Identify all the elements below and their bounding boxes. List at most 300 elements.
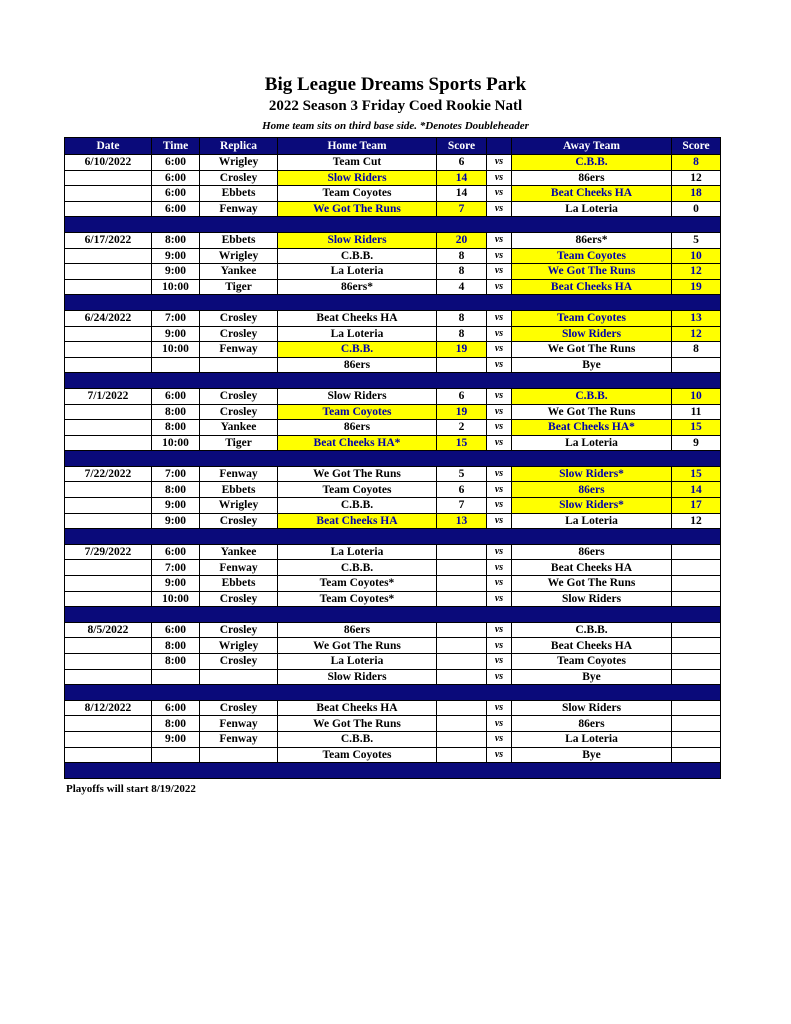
game-date (65, 357, 152, 373)
home-score: 15 (437, 435, 487, 451)
vs-label: vs (487, 466, 512, 482)
game-time: 7:00 (152, 560, 200, 576)
schedule-table (64, 137, 721, 779)
table-row (65, 201, 721, 217)
home-team: C.B.B. (278, 248, 437, 264)
table-row (65, 560, 721, 576)
game-time: 9:00 (152, 326, 200, 342)
home-team: Team Coyotes (278, 747, 437, 763)
away-team: 86ers (512, 482, 672, 498)
away-team: Team Coyotes (512, 310, 672, 326)
home-score (437, 669, 487, 685)
vs-label: vs (487, 357, 512, 373)
game-date: 7/1/2022 (65, 388, 152, 404)
away-team: Slow Riders* (512, 466, 672, 482)
table-row (65, 576, 721, 592)
game-date (65, 731, 152, 747)
home-score (437, 576, 487, 592)
home-score: 6 (437, 388, 487, 404)
game-date (65, 716, 152, 732)
game-date (65, 201, 152, 217)
game-date (65, 342, 152, 358)
away-team: Bye (512, 357, 672, 373)
home-team: La Loteria (278, 544, 437, 560)
away-team: Bye (512, 747, 672, 763)
vs-label: vs (487, 201, 512, 217)
away-team: 86ers (512, 170, 672, 186)
game-date (65, 248, 152, 264)
column-header-replica: Replica (200, 138, 278, 155)
home-team: Team Cut (278, 155, 437, 171)
game-field: Crosley (200, 310, 278, 326)
home-team: Team Coyotes (278, 404, 437, 420)
home-team: Team Coyotes (278, 186, 437, 202)
table-row (65, 232, 721, 248)
table-row (65, 170, 721, 186)
game-date: 7/29/2022 (65, 544, 152, 560)
week-separator (65, 685, 721, 701)
table-row (65, 638, 721, 654)
home-score: 6 (437, 155, 487, 171)
home-score: 4 (437, 279, 487, 295)
away-score: 12 (672, 170, 721, 186)
table-row (65, 498, 721, 514)
game-field: Wrigley (200, 638, 278, 654)
game-time: 8:00 (152, 654, 200, 670)
game-date (65, 638, 152, 654)
week-separator-cell (65, 373, 721, 389)
table-row (65, 700, 721, 716)
away-team: La Loteria (512, 201, 672, 217)
table-row (65, 326, 721, 342)
home-score (437, 591, 487, 607)
week-separator (65, 295, 721, 311)
away-score: 18 (672, 186, 721, 202)
away-score: 10 (672, 248, 721, 264)
home-score: 2 (437, 420, 487, 436)
vs-label: vs (487, 248, 512, 264)
vs-label: vs (487, 388, 512, 404)
game-time (152, 669, 200, 685)
game-field: Crosley (200, 622, 278, 638)
home-team: Beat Cheeks HA (278, 513, 437, 529)
table-row (65, 482, 721, 498)
game-field: Fenway (200, 201, 278, 217)
away-team: Beat Cheeks HA* (512, 420, 672, 436)
home-score: 5 (437, 466, 487, 482)
game-date (65, 435, 152, 451)
home-team: C.B.B. (278, 560, 437, 576)
game-time: 9:00 (152, 248, 200, 264)
away-team: Slow Riders (512, 326, 672, 342)
away-team: C.B.B. (512, 155, 672, 171)
home-team: Slow Riders (278, 232, 437, 248)
game-field: Yankee (200, 544, 278, 560)
away-score: 15 (672, 420, 721, 436)
week-separator (65, 763, 721, 779)
away-score (672, 654, 721, 670)
away-score (672, 716, 721, 732)
game-date (65, 326, 152, 342)
vs-label: vs (487, 498, 512, 514)
game-field: Ebbets (200, 482, 278, 498)
vs-label: vs (487, 326, 512, 342)
game-date (65, 279, 152, 295)
home-score: 14 (437, 170, 487, 186)
table-row (65, 404, 721, 420)
game-date (65, 669, 152, 685)
away-score (672, 731, 721, 747)
home-team: La Loteria (278, 264, 437, 280)
vs-label: vs (487, 731, 512, 747)
home-score: 8 (437, 248, 487, 264)
game-time: 6:00 (152, 170, 200, 186)
game-date (65, 482, 152, 498)
home-team: We Got The Runs (278, 716, 437, 732)
table-row (65, 248, 721, 264)
game-date: 8/12/2022 (65, 700, 152, 716)
game-field: Crosley (200, 591, 278, 607)
away-team: We Got The Runs (512, 342, 672, 358)
away-score: 5 (672, 232, 721, 248)
week-separator-cell (65, 451, 721, 467)
game-field: Yankee (200, 420, 278, 436)
column-header-time: Time (152, 138, 200, 155)
away-team: La Loteria (512, 731, 672, 747)
home-team: C.B.B. (278, 731, 437, 747)
table-row (65, 669, 721, 685)
schedule-note: Home team sits on third base side. *Denotes Doubleheader (262, 120, 529, 132)
table-row (65, 186, 721, 202)
game-field: Ebbets (200, 232, 278, 248)
away-team: Slow Riders (512, 700, 672, 716)
game-time: 8:00 (152, 404, 200, 420)
game-time: 9:00 (152, 513, 200, 529)
away-score (672, 747, 721, 763)
game-time: 10:00 (152, 435, 200, 451)
game-time (152, 357, 200, 373)
home-team: 86ers (278, 420, 437, 436)
vs-label: vs (487, 513, 512, 529)
game-date: 7/22/2022 (65, 466, 152, 482)
home-team: Beat Cheeks HA (278, 700, 437, 716)
home-score: 8 (437, 264, 487, 280)
vs-label: vs (487, 342, 512, 358)
table-row (65, 622, 721, 638)
table-row (65, 513, 721, 529)
home-team: La Loteria (278, 326, 437, 342)
game-time: 6:00 (152, 186, 200, 202)
vs-label: vs (487, 560, 512, 576)
away-team: Team Coyotes (512, 654, 672, 670)
table-row (65, 466, 721, 482)
away-team: Beat Cheeks HA (512, 560, 672, 576)
table-row (65, 155, 721, 171)
home-team: La Loteria (278, 654, 437, 670)
away-team: 86ers* (512, 232, 672, 248)
table-row (65, 420, 721, 436)
vs-label: vs (487, 264, 512, 280)
game-field: Ebbets (200, 576, 278, 592)
home-team: Beat Cheeks HA* (278, 435, 437, 451)
home-score (437, 544, 487, 560)
away-score: 19 (672, 279, 721, 295)
week-separator-cell (65, 529, 721, 545)
game-date: 6/17/2022 (65, 232, 152, 248)
home-score (437, 654, 487, 670)
game-field: Crosley (200, 326, 278, 342)
week-separator (65, 373, 721, 389)
week-separator-cell (65, 763, 721, 779)
home-score (437, 622, 487, 638)
game-date (65, 576, 152, 592)
column-header-vs (487, 138, 512, 155)
column-header-home-score: Score (437, 138, 487, 155)
away-team: 86ers (512, 716, 672, 732)
away-score: 11 (672, 404, 721, 420)
away-team: La Loteria (512, 513, 672, 529)
game-time: 6:00 (152, 700, 200, 716)
game-time: 9:00 (152, 498, 200, 514)
game-field: Fenway (200, 560, 278, 576)
home-score: 19 (437, 404, 487, 420)
game-field (200, 669, 278, 685)
game-field: Fenway (200, 716, 278, 732)
game-field (200, 747, 278, 763)
game-time: 7:00 (152, 310, 200, 326)
page-subtitle: 2022 Season 3 Friday Coed Rookie Natl (268, 98, 523, 114)
game-time: 10:00 (152, 591, 200, 607)
away-score: 0 (672, 201, 721, 217)
vs-label: vs (487, 622, 512, 638)
game-time: 9:00 (152, 731, 200, 747)
table-row (65, 747, 721, 763)
vs-label: vs (487, 310, 512, 326)
vs-label: vs (487, 638, 512, 654)
away-team: Bye (512, 669, 672, 685)
game-time: 8:00 (152, 232, 200, 248)
away-team: We Got The Runs (512, 404, 672, 420)
game-field: Wrigley (200, 155, 278, 171)
vs-label: vs (487, 420, 512, 436)
column-header-away-score: Score (672, 138, 721, 155)
home-score: 20 (437, 232, 487, 248)
away-score (672, 544, 721, 560)
playoffs-note: Playoffs will start 8/19/2022 (66, 783, 196, 795)
home-score (437, 638, 487, 654)
game-date (65, 186, 152, 202)
away-team: 86ers (512, 544, 672, 560)
game-date (65, 747, 152, 763)
home-score (437, 747, 487, 763)
away-score: 12 (672, 326, 721, 342)
game-date: 6/10/2022 (65, 155, 152, 171)
week-separator-cell (65, 685, 721, 701)
home-score (437, 560, 487, 576)
home-score (437, 357, 487, 373)
away-score (672, 576, 721, 592)
game-time: 6:00 (152, 155, 200, 171)
table-row (65, 357, 721, 373)
away-score: 12 (672, 513, 721, 529)
table-header-row (65, 138, 721, 155)
table-row (65, 716, 721, 732)
game-field: Fenway (200, 731, 278, 747)
away-score: 12 (672, 264, 721, 280)
table-row (65, 544, 721, 560)
home-team: Team Coyotes* (278, 591, 437, 607)
home-score (437, 731, 487, 747)
table-row (65, 342, 721, 358)
game-time: 8:00 (152, 638, 200, 654)
game-time: 8:00 (152, 482, 200, 498)
game-date (65, 654, 152, 670)
vs-label: vs (487, 170, 512, 186)
vs-label: vs (487, 232, 512, 248)
home-team: 86ers* (278, 279, 437, 295)
away-team: Beat Cheeks HA (512, 279, 672, 295)
game-date: 6/24/2022 (65, 310, 152, 326)
week-separator-cell (65, 295, 721, 311)
week-separator (65, 607, 721, 623)
home-team: Slow Riders (278, 388, 437, 404)
away-team: Beat Cheeks HA (512, 186, 672, 202)
home-team: We Got The Runs (278, 466, 437, 482)
week-separator-cell (65, 217, 721, 233)
away-team: C.B.B. (512, 388, 672, 404)
column-header-away-team: Away Team (512, 138, 672, 155)
vs-label: vs (487, 279, 512, 295)
away-score: 15 (672, 466, 721, 482)
game-date: 8/5/2022 (65, 622, 152, 638)
away-score (672, 638, 721, 654)
vs-label: vs (487, 544, 512, 560)
away-team: Slow Riders* (512, 498, 672, 514)
game-date (65, 498, 152, 514)
column-header-date: Date (65, 138, 152, 155)
vs-label: vs (487, 482, 512, 498)
game-date (65, 560, 152, 576)
page-title: Big League Dreams Sports Park (264, 74, 527, 95)
table-row (65, 654, 721, 670)
away-team: We Got The Runs (512, 264, 672, 280)
game-field: Crosley (200, 654, 278, 670)
table-row (65, 264, 721, 280)
away-score (672, 622, 721, 638)
game-time: 6:00 (152, 201, 200, 217)
game-time: 8:00 (152, 420, 200, 436)
away-score: 13 (672, 310, 721, 326)
game-field: Tiger (200, 435, 278, 451)
home-score: 14 (437, 186, 487, 202)
away-score (672, 700, 721, 716)
home-score (437, 716, 487, 732)
game-date (65, 264, 152, 280)
home-team: Slow Riders (278, 170, 437, 186)
vs-label: vs (487, 576, 512, 592)
away-score: 8 (672, 155, 721, 171)
table-row (65, 731, 721, 747)
home-score (437, 700, 487, 716)
vs-label: vs (487, 435, 512, 451)
home-team: 86ers (278, 622, 437, 638)
away-team: C.B.B. (512, 622, 672, 638)
table-row (65, 591, 721, 607)
week-separator-cell (65, 607, 721, 623)
home-team: C.B.B. (278, 342, 437, 358)
week-separator (65, 529, 721, 545)
vs-label: vs (487, 700, 512, 716)
away-team: We Got The Runs (512, 576, 672, 592)
home-score: 7 (437, 201, 487, 217)
home-team: 86ers (278, 357, 437, 373)
vs-label: vs (487, 747, 512, 763)
home-team: Slow Riders (278, 669, 437, 685)
game-field: Crosley (200, 404, 278, 420)
vs-label: vs (487, 155, 512, 171)
game-field: Fenway (200, 466, 278, 482)
game-time: 10:00 (152, 279, 200, 295)
away-score: 17 (672, 498, 721, 514)
game-field: Wrigley (200, 248, 278, 264)
game-time: 8:00 (152, 716, 200, 732)
away-team: La Loteria (512, 435, 672, 451)
home-score: 8 (437, 310, 487, 326)
table-row (65, 435, 721, 451)
column-header-home-team: Home Team (278, 138, 437, 155)
away-team: Slow Riders (512, 591, 672, 607)
away-score: 14 (672, 482, 721, 498)
game-time: 6:00 (152, 622, 200, 638)
vs-label: vs (487, 654, 512, 670)
game-field: Wrigley (200, 498, 278, 514)
away-score (672, 591, 721, 607)
vs-label: vs (487, 186, 512, 202)
game-field: Crosley (200, 700, 278, 716)
game-time: 6:00 (152, 388, 200, 404)
game-time: 9:00 (152, 264, 200, 280)
game-time: 7:00 (152, 466, 200, 482)
home-score: 8 (437, 326, 487, 342)
game-date (65, 513, 152, 529)
away-score (672, 669, 721, 685)
week-separator (65, 217, 721, 233)
away-score: 8 (672, 342, 721, 358)
game-field: Fenway (200, 342, 278, 358)
home-team: Beat Cheeks HA (278, 310, 437, 326)
game-field: Yankee (200, 264, 278, 280)
game-time: 9:00 (152, 576, 200, 592)
away-score (672, 357, 721, 373)
vs-label: vs (487, 716, 512, 732)
schedule-body (65, 155, 721, 779)
home-score: 7 (437, 498, 487, 514)
game-field: Crosley (200, 513, 278, 529)
away-team: Beat Cheeks HA (512, 638, 672, 654)
game-field: Crosley (200, 170, 278, 186)
week-separator (65, 451, 721, 467)
home-team: We Got The Runs (278, 638, 437, 654)
vs-label: vs (487, 669, 512, 685)
away-score: 9 (672, 435, 721, 451)
home-team: C.B.B. (278, 498, 437, 514)
table-row (65, 310, 721, 326)
home-team: Team Coyotes (278, 482, 437, 498)
game-time: 6:00 (152, 544, 200, 560)
game-field (200, 357, 278, 373)
game-field: Crosley (200, 388, 278, 404)
vs-label: vs (487, 404, 512, 420)
